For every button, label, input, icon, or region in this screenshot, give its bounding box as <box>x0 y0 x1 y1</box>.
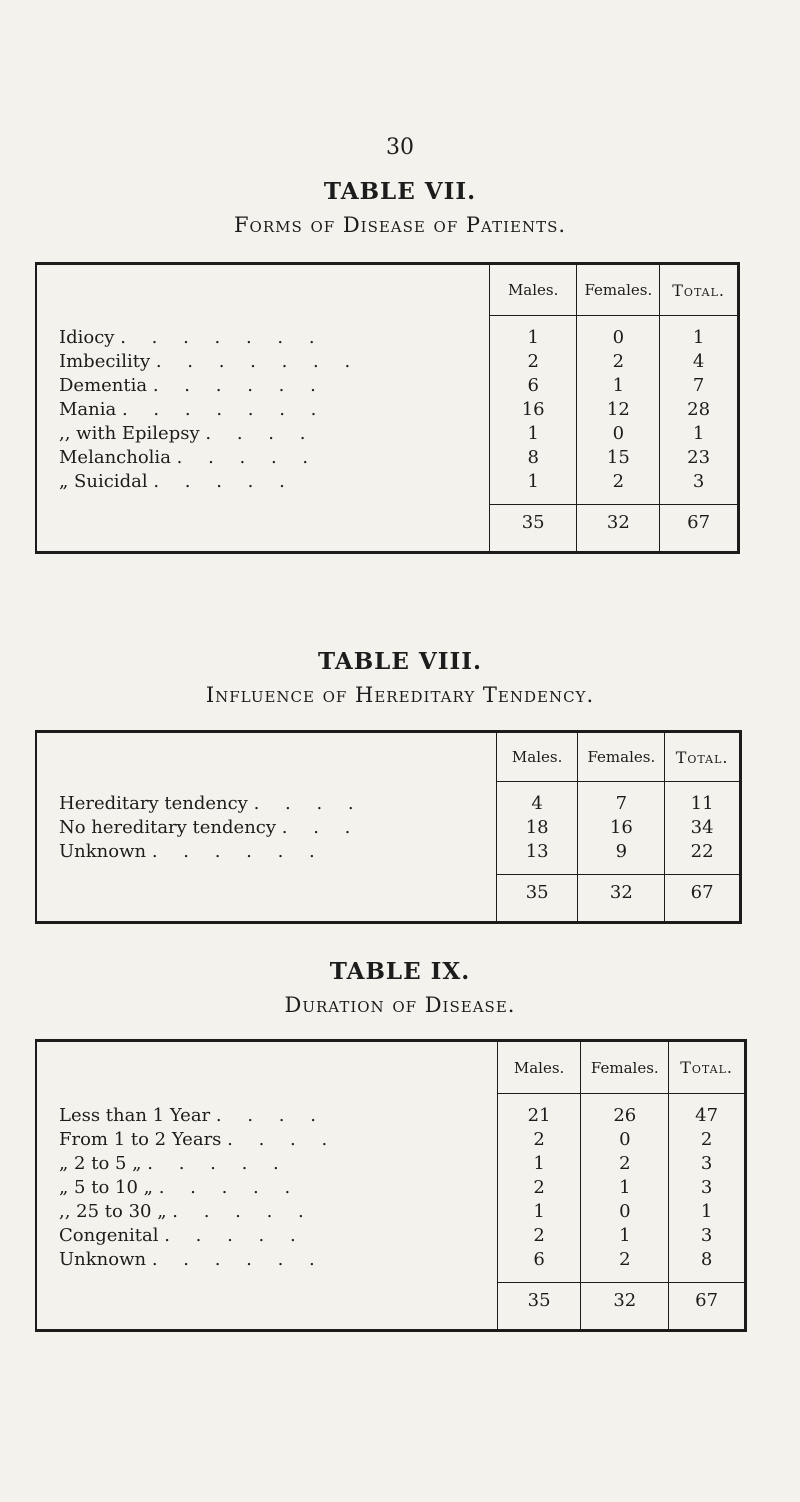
males-value: 2 <box>497 1224 581 1248</box>
total-value: 22 <box>665 840 741 864</box>
row-label: „ Suicidal <box>59 471 148 492</box>
totals-row <box>36 1283 746 1331</box>
table-viii-subtitle: Influence of Hereditary Tendency. <box>205 683 595 707</box>
row-label: Imbecility <box>59 351 151 372</box>
females-total: 32 <box>581 1283 669 1331</box>
row-label: From 1 to 2 Years <box>59 1129 222 1150</box>
table-ix-subtitle: Duration of Disease. <box>284 993 516 1017</box>
row-label: ,, 25 to 30 „ <box>59 1201 167 1222</box>
row-label: „ 2 to 5 „ <box>59 1153 142 1174</box>
header-females: Females. <box>578 732 665 782</box>
females-value: 2 <box>581 1152 669 1176</box>
females-value: 1 <box>581 1224 669 1248</box>
grand-total: 67 <box>669 1283 746 1331</box>
table-ix-title: TABLE IX. <box>329 958 471 985</box>
leader-dots: . . . . . . . <box>121 399 327 420</box>
row-label: Unknown <box>59 841 147 862</box>
row-label-cell <box>36 1224 497 1248</box>
leader-dots: . . . . <box>227 1129 338 1150</box>
total-value: 34 <box>665 816 741 840</box>
row-label-cell <box>36 374 489 398</box>
males-total: 35 <box>497 1283 581 1331</box>
row-label-cell <box>36 350 489 374</box>
table-vii-heading <box>0 178 800 237</box>
total-value: 2 <box>669 1128 746 1152</box>
females-value: 2 <box>577 470 660 494</box>
row-label-cell <box>36 792 496 816</box>
table-row <box>36 350 739 374</box>
row-label-cell <box>36 1128 497 1152</box>
row-label-cell <box>36 1200 497 1224</box>
table-row <box>36 1104 746 1128</box>
males-value: 6 <box>489 374 577 398</box>
females-value: 7 <box>578 792 665 816</box>
header-total-label: Total. <box>675 747 729 767</box>
males-value: 1 <box>489 470 577 494</box>
table-viii-title: TABLE VIII. <box>318 648 482 675</box>
table-row <box>36 1128 746 1152</box>
males-total: 35 <box>496 875 578 923</box>
leader-dots: . . . . . <box>147 1153 289 1174</box>
row-label-cell <box>36 326 489 350</box>
leader-dots: . . . . . <box>164 1225 306 1246</box>
leader-dots: . . . . <box>253 793 364 814</box>
header-females: Females. <box>577 264 660 316</box>
row-label-cell <box>36 1248 497 1272</box>
table-row <box>36 326 739 350</box>
header-total-label: Total. <box>680 1058 733 1077</box>
header-blank <box>36 732 496 782</box>
row-label-cell <box>36 1104 497 1128</box>
total-value: 1 <box>660 326 739 350</box>
leader-dots: . . . . . <box>172 1201 314 1222</box>
header-total-label: Total. <box>672 280 726 300</box>
females-value: 1 <box>581 1176 669 1200</box>
males-value: 13 <box>496 840 578 864</box>
header-males: Males. <box>496 732 578 782</box>
row-label: Idiocy <box>59 327 115 348</box>
row-label-cell <box>36 840 496 864</box>
females-value: 1 <box>577 374 660 398</box>
total-value: 11 <box>665 792 741 816</box>
leader-dots: . . . . . <box>176 447 319 468</box>
row-label: Hereditary tendency <box>59 793 248 814</box>
females-value: 9 <box>578 840 665 864</box>
females-total: 32 <box>577 505 660 553</box>
total-value: 3 <box>669 1224 746 1248</box>
females-value: 12 <box>577 398 660 422</box>
header-total <box>669 1041 746 1094</box>
table-viii <box>35 730 742 924</box>
row-label-cell <box>36 1152 497 1176</box>
females-value: 16 <box>578 816 665 840</box>
males-value: 8 <box>489 446 577 470</box>
males-value: 18 <box>496 816 578 840</box>
males-value: 21 <box>497 1104 581 1128</box>
header-total <box>665 732 741 782</box>
males-value: 16 <box>489 398 577 422</box>
header-males: Males. <box>489 264 577 316</box>
header-blank <box>36 264 489 316</box>
row-label-cell <box>36 470 489 494</box>
table-vii <box>35 262 740 554</box>
table-row <box>36 1176 746 1200</box>
females-value: 0 <box>581 1128 669 1152</box>
males-value: 6 <box>497 1248 581 1272</box>
table-ix <box>35 1039 747 1332</box>
table-vii-subtitle: Forms of Disease of Patients. <box>233 213 567 237</box>
leader-dots: . . . . . . . <box>155 351 361 372</box>
row-label-cell <box>36 398 489 422</box>
table-row <box>36 840 741 864</box>
total-value: 7 <box>660 374 739 398</box>
males-total: 35 <box>489 505 577 553</box>
total-value: 47 <box>669 1104 746 1128</box>
total-value: 23 <box>660 446 739 470</box>
males-value: 2 <box>497 1128 581 1152</box>
total-value: 3 <box>660 470 739 494</box>
leader-dots: . . . . . . <box>151 841 325 862</box>
males-value: 2 <box>489 350 577 374</box>
total-value: 1 <box>660 422 739 446</box>
males-value: 1 <box>489 422 577 446</box>
row-label-cell <box>36 446 489 470</box>
table-row <box>36 374 739 398</box>
table-vii-title: TABLE VII. <box>323 178 477 205</box>
header-males: Males. <box>497 1041 581 1094</box>
grand-total: 67 <box>660 505 739 553</box>
table-row <box>36 1224 746 1248</box>
total-value: 3 <box>669 1176 746 1200</box>
table-row <box>36 1152 746 1176</box>
table-row <box>36 398 739 422</box>
females-value: 26 <box>581 1104 669 1128</box>
table-row <box>36 422 739 446</box>
totals-row <box>36 875 741 923</box>
row-label-cell <box>36 816 496 840</box>
leader-dots: . . . . . . <box>152 375 326 396</box>
leader-dots: . . . . . <box>158 1177 301 1198</box>
header-total <box>660 264 739 316</box>
females-value: 15 <box>577 446 660 470</box>
row-label-cell <box>36 1176 497 1200</box>
total-value: 1 <box>669 1200 746 1224</box>
totals-row <box>36 505 739 553</box>
females-value: 2 <box>577 350 660 374</box>
row-label: Melancholia <box>59 447 171 468</box>
row-label: Unknown <box>59 1249 147 1270</box>
total-value: 4 <box>660 350 739 374</box>
females-total: 32 <box>578 875 665 923</box>
row-label: No hereditary tendency <box>59 817 277 838</box>
females-value: 0 <box>577 422 660 446</box>
grand-total: 67 <box>665 875 741 923</box>
header-blank <box>36 1041 497 1094</box>
table-row <box>36 792 741 816</box>
table-ix-heading <box>0 958 800 1017</box>
table-row <box>36 1200 746 1224</box>
row-label: Dementia <box>59 375 148 396</box>
total-value: 28 <box>660 398 739 422</box>
row-label: Mania <box>59 399 117 420</box>
table-row <box>36 470 739 494</box>
row-label: „ 5 to 10 „ <box>59 1177 153 1198</box>
females-value: 2 <box>581 1248 669 1272</box>
leader-dots: . . . . <box>205 423 316 444</box>
table-row <box>36 816 741 840</box>
males-value: 4 <box>496 792 578 816</box>
males-value: 1 <box>497 1200 581 1224</box>
row-label: Congenital <box>59 1225 159 1246</box>
row-label: Less than 1 Year <box>59 1105 211 1126</box>
leader-dots: . . . . . <box>153 471 295 492</box>
females-value: 0 <box>581 1200 669 1224</box>
leader-dots: . . . <box>281 817 361 838</box>
leader-dots: . . . . . . <box>151 1249 325 1270</box>
table-viii-heading <box>0 648 800 707</box>
table-row <box>36 1248 746 1272</box>
leader-dots: . . . . . . . <box>120 327 325 348</box>
males-value: 1 <box>497 1152 581 1176</box>
total-value: 3 <box>669 1152 746 1176</box>
header-females: Females. <box>581 1041 669 1094</box>
males-value: 2 <box>497 1176 581 1200</box>
leader-dots: . . . . <box>215 1105 326 1126</box>
females-value: 0 <box>577 326 660 350</box>
males-value: 1 <box>489 326 577 350</box>
row-label-cell <box>36 422 489 446</box>
page-number: 30 <box>386 135 414 160</box>
table-row <box>36 446 739 470</box>
total-value: 8 <box>669 1248 746 1272</box>
row-label: ,, with Epilepsy <box>59 423 200 444</box>
